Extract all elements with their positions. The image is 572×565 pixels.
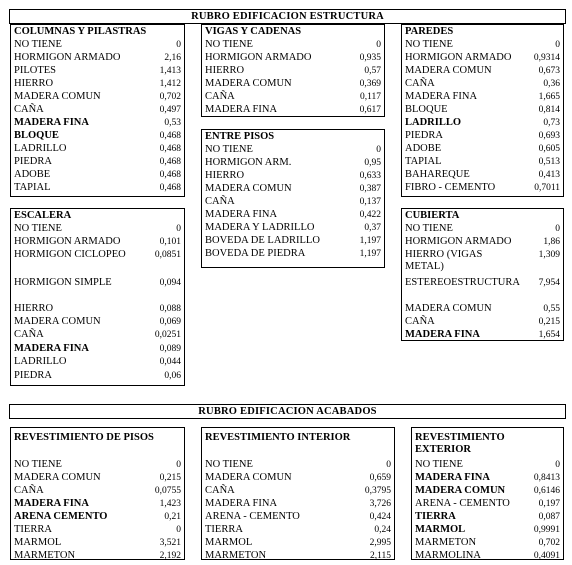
table-row xyxy=(402,130,563,142)
table-row xyxy=(11,485,184,497)
table-row xyxy=(11,550,184,562)
table-row xyxy=(11,472,184,484)
row-value: 0,36 xyxy=(543,79,560,89)
row-label: BLOQUE xyxy=(14,130,59,141)
row-label: MARMOL xyxy=(415,524,466,535)
row-label: HORMIGON SIMPLE xyxy=(14,277,112,288)
row-value: 0 xyxy=(176,460,181,470)
row-value: 1,665 xyxy=(538,92,560,102)
table-row xyxy=(11,130,184,142)
row-label: HORMIGON ARM. xyxy=(205,157,292,168)
row-label: HORMIGON CICLOPEO xyxy=(14,249,126,260)
row-value: 0,468 xyxy=(159,157,181,167)
row-value: 0,55 xyxy=(543,304,560,314)
row-label: MADERA Y LADRILLO xyxy=(205,222,315,233)
paredes-box xyxy=(401,24,564,197)
row-value: 0,73 xyxy=(543,118,560,128)
row-value: 0,197 xyxy=(538,499,560,509)
row-value: 1,197 xyxy=(359,249,381,259)
row-label: CAÑA xyxy=(205,196,235,207)
table-row xyxy=(402,39,563,51)
row-value: 0,513 xyxy=(538,157,560,167)
table-row xyxy=(11,182,184,194)
row-value: 0,57 xyxy=(364,66,381,76)
table-row xyxy=(11,524,184,536)
rev-pisos-title: REVESTIMIENTO DE PISOS xyxy=(14,432,154,443)
row-label: HORMIGON ARMADO xyxy=(14,52,121,63)
row-label: BAHAREQUE xyxy=(405,169,470,180)
table-row xyxy=(202,550,394,562)
row-label: NO TIENE xyxy=(14,39,62,50)
row-value: 1,197 xyxy=(359,236,381,246)
row-label: PIEDRA xyxy=(14,156,52,167)
table-row xyxy=(402,156,563,168)
table-row xyxy=(202,39,384,51)
row-label: CAÑA xyxy=(405,316,435,327)
row-value: 1,86 xyxy=(543,237,560,247)
table-row xyxy=(202,235,384,247)
row-label: HIERRO xyxy=(205,170,245,181)
row-label: BOVEDA DE PIEDRA xyxy=(205,248,306,259)
table-row xyxy=(412,472,563,484)
row-value: 0 xyxy=(555,460,560,470)
row-value: 0,369 xyxy=(359,79,381,89)
table-row xyxy=(11,459,184,471)
row-label: MADERA COMUN xyxy=(415,485,506,496)
table-row xyxy=(202,248,384,260)
table-row xyxy=(11,223,184,235)
row-value: 1,309 xyxy=(538,250,560,260)
table-row xyxy=(11,169,184,181)
table-row xyxy=(11,343,184,355)
row-value: 0,413 xyxy=(538,170,560,180)
row-label: HORMIGON ARMADO xyxy=(405,52,512,63)
acabados-header: RUBRO EDIFICACION ACABADOS xyxy=(9,404,566,419)
row-label: MADERA FINA xyxy=(205,104,278,115)
row-label: MARMOL xyxy=(14,537,62,548)
table-row xyxy=(202,209,384,221)
table-row xyxy=(412,550,563,562)
table-row xyxy=(202,472,394,484)
rev-exterior-title xyxy=(415,432,505,456)
row-value: 1,413 xyxy=(159,66,181,76)
table-row xyxy=(11,117,184,129)
row-value: 0,9314 xyxy=(533,53,560,63)
row-label: MADERA FINA xyxy=(205,498,278,509)
vigas-title: VIGAS Y CADENAS xyxy=(205,26,302,37)
rev-interior-box xyxy=(201,427,395,560)
table-row xyxy=(11,91,184,103)
table-row xyxy=(11,65,184,77)
table-row xyxy=(402,236,563,248)
entrepisos-title: ENTRE PISOS xyxy=(205,131,275,142)
table-row xyxy=(202,498,394,510)
table-row xyxy=(11,356,184,368)
row-label: MADERA COMUN xyxy=(205,472,292,483)
row-value: 0,8413 xyxy=(533,473,560,483)
row-value: 0 xyxy=(376,145,381,155)
row-value: 0,424 xyxy=(369,512,391,522)
row-label: BOVEDA DE LADRILLO xyxy=(205,235,320,246)
table-row xyxy=(11,498,184,510)
row-label: HORMIGON ARMADO xyxy=(14,236,121,247)
row-value: 0,693 xyxy=(538,131,560,141)
table-row xyxy=(202,170,384,182)
cubierta-title: CUBIERTA xyxy=(405,210,460,221)
table-row xyxy=(11,236,184,248)
rev-exterior-title-line1: REVESTIMIENTO xyxy=(415,432,505,443)
table-row xyxy=(11,143,184,155)
escalera-box xyxy=(10,208,185,386)
row-label: CAÑA xyxy=(14,485,44,496)
row-value: 0,468 xyxy=(159,144,181,154)
row-label: MADERA COMUN xyxy=(14,316,101,327)
row-value: 0,422 xyxy=(359,210,381,220)
row-value: 0,387 xyxy=(359,184,381,194)
row-value: 0,9991 xyxy=(533,525,560,535)
row-label: ARENA CEMENTO xyxy=(14,511,108,522)
row-label: ARENA - CEMENTO xyxy=(415,498,510,509)
row-label: FIBRO - CEMENTO xyxy=(405,182,496,193)
row-value: 0,617 xyxy=(359,105,381,115)
table-row xyxy=(11,316,184,328)
table-row xyxy=(202,91,384,103)
row-label: MADERA COMUN xyxy=(14,472,101,483)
rev-exterior-title-line2: EXTERIOR xyxy=(415,444,472,455)
table-row xyxy=(202,485,394,497)
row-label: MARMOLINA xyxy=(415,550,481,561)
row-label: MADERA COMUN xyxy=(14,91,101,102)
row-label: BLOQUE xyxy=(405,104,448,115)
rev-pisos-box xyxy=(10,427,185,560)
row-label: LADRILLO xyxy=(14,143,67,154)
row-value: 0,7011 xyxy=(534,183,560,193)
escalera-title: ESCALERA xyxy=(14,210,72,221)
row-value: 0,468 xyxy=(159,131,181,141)
row-label: LADRILLO xyxy=(405,117,462,128)
row-value: 0,069 xyxy=(159,317,181,327)
table-row xyxy=(202,183,384,195)
row-label: MADERA FINA xyxy=(14,343,89,354)
row-label: MARMETON xyxy=(205,550,267,561)
row-label: ADOBE xyxy=(405,143,442,154)
table-row xyxy=(202,196,384,208)
row-label: MADERA COMUN xyxy=(205,78,292,89)
row-label: HIERRO xyxy=(205,65,245,76)
row-value: 0,215 xyxy=(159,473,181,483)
row-label: MARMOL xyxy=(205,537,253,548)
row-label: HORMIGON ARMADO xyxy=(205,52,312,63)
row-value: 0,497 xyxy=(159,105,181,115)
table-row xyxy=(202,524,394,536)
table-row xyxy=(202,222,384,234)
table-row xyxy=(11,329,184,341)
row-value: 0,659 xyxy=(369,473,391,483)
row-value: 0,088 xyxy=(159,304,181,314)
row-label: TIERRA xyxy=(415,511,456,522)
row-value: 2,16 xyxy=(164,53,181,63)
row-label: MADERA COMUN xyxy=(205,183,292,194)
table-row xyxy=(11,511,184,523)
table-row xyxy=(402,52,563,64)
row-label: CAÑA xyxy=(205,91,235,102)
table-row xyxy=(402,143,563,155)
table-row xyxy=(11,303,184,315)
row-value: 0,605 xyxy=(538,144,560,154)
row-value: 0 xyxy=(176,40,181,50)
row-value: 0 xyxy=(176,525,181,535)
row-value: 0,673 xyxy=(538,66,560,76)
row-value: 0 xyxy=(176,224,181,234)
table-row xyxy=(202,537,394,549)
row-label: ESTEREOESTRUCTURA xyxy=(405,277,520,288)
row-value: 0 xyxy=(376,40,381,50)
row-label: MADERA FINA xyxy=(405,329,480,340)
table-row xyxy=(202,52,384,64)
table-row xyxy=(402,91,563,103)
table-row xyxy=(402,329,563,341)
table-row xyxy=(202,104,384,116)
row-label: MARMETON xyxy=(14,550,76,561)
row-value: 0,21 xyxy=(164,512,181,522)
row-value: 0,0851 xyxy=(154,250,181,260)
row-value: 0,087 xyxy=(538,512,560,522)
row-label: MARMETON xyxy=(415,537,477,548)
row-label: MADERA FINA xyxy=(14,117,89,128)
entrepisos-box xyxy=(201,129,385,268)
row-value: 1,423 xyxy=(159,499,181,509)
row-value: 0,101 xyxy=(159,237,181,247)
row-label: NO TIENE xyxy=(14,223,62,234)
table-row xyxy=(412,511,563,523)
table-row xyxy=(402,182,563,194)
row-label: TAPIAL xyxy=(14,182,51,193)
row-label: MADERA COMUN xyxy=(405,303,492,314)
table-row xyxy=(412,485,563,497)
row-value: 0,117 xyxy=(359,92,381,102)
row-value: 0,3795 xyxy=(364,486,391,496)
row-value: 0,814 xyxy=(538,105,560,115)
table-row xyxy=(11,370,184,382)
table-row xyxy=(412,498,563,510)
vigas-box xyxy=(201,24,385,117)
row-value: 0,094 xyxy=(159,278,181,288)
table-row xyxy=(202,65,384,77)
row-value: 0,95 xyxy=(364,158,381,168)
row-label: MADERA COMUN xyxy=(405,65,492,76)
table-row xyxy=(402,104,563,116)
row-value: 0,935 xyxy=(359,53,381,63)
rev-exterior-box xyxy=(411,427,564,560)
row-label: NO TIENE xyxy=(205,39,253,50)
estructura-header: RUBRO EDIFICACION ESTRUCTURA xyxy=(9,9,566,24)
row-value: 3,726 xyxy=(369,499,391,509)
table-row xyxy=(11,52,184,64)
row-label: ARENA - CEMENTO xyxy=(205,511,300,522)
row-label: ADOBE xyxy=(14,169,51,180)
row-label: MADERA FINA xyxy=(405,91,478,102)
row-label: CAÑA xyxy=(14,329,44,340)
table-row xyxy=(202,157,384,169)
row-label: MADERA FINA xyxy=(205,209,278,220)
row-label: TIERRA xyxy=(205,524,243,535)
table-row xyxy=(402,223,563,235)
row-label: LADRILLO xyxy=(14,356,67,367)
row-label: NO TIENE xyxy=(205,459,253,470)
cubierta-box xyxy=(401,208,564,341)
row-label: CAÑA xyxy=(405,78,435,89)
row-label: PIEDRA xyxy=(405,130,443,141)
row-value: 0,702 xyxy=(159,92,181,102)
row-label: HORMIGON ARMADO xyxy=(405,236,512,247)
table-row xyxy=(402,169,563,181)
table-row xyxy=(402,316,563,328)
row-value: 0 xyxy=(555,40,560,50)
row-value: 1,412 xyxy=(159,79,181,89)
row-value: 0,0755 xyxy=(154,486,181,496)
row-value: 0,06 xyxy=(164,371,181,381)
row-value: 0 xyxy=(386,460,391,470)
row-label: HIERRO xyxy=(14,78,54,89)
columnas-title: COLUMNAS Y PILASTRAS xyxy=(14,26,147,37)
row-value: 0,468 xyxy=(159,170,181,180)
row-value: 0,633 xyxy=(359,171,381,181)
table-row xyxy=(412,459,563,471)
row-label: PILOTES xyxy=(14,65,56,76)
table-row xyxy=(11,277,184,289)
rev-interior-title: REVESTIMIENTO INTERIOR xyxy=(205,432,351,443)
row-value: 2,192 xyxy=(159,551,181,561)
row-label: MADERA FINA xyxy=(415,472,490,483)
row-label: NO TIENE xyxy=(415,459,463,470)
table-row xyxy=(202,459,394,471)
table-row xyxy=(11,249,184,261)
table-row xyxy=(402,65,563,77)
row-label: CAÑA xyxy=(205,485,235,496)
row-value: 0,6146 xyxy=(533,486,560,496)
row-value: 0,53 xyxy=(164,118,181,128)
row-value: 0,24 xyxy=(374,525,391,535)
columnas-box xyxy=(10,24,185,197)
row-value: 0,137 xyxy=(359,197,381,207)
table-row xyxy=(202,78,384,90)
table-row xyxy=(202,144,384,156)
table-row xyxy=(402,117,563,129)
paredes-title: PAREDES xyxy=(405,26,454,37)
table-row xyxy=(402,303,563,315)
table-row xyxy=(202,511,394,523)
table-row xyxy=(11,537,184,549)
table-row xyxy=(11,78,184,90)
row-value: 0,468 xyxy=(159,183,181,193)
row-label: MADERA FINA xyxy=(14,498,89,509)
row-label: TAPIAL xyxy=(405,156,442,167)
row-value: 1,654 xyxy=(538,330,560,340)
row-label: NO TIENE xyxy=(14,459,62,470)
table-row xyxy=(11,156,184,168)
row-label: NO TIENE xyxy=(405,223,453,234)
row-value: 0,089 xyxy=(159,344,181,354)
table-row xyxy=(412,524,563,536)
row-value: 0 xyxy=(555,224,560,234)
row-value: 3,521 xyxy=(159,538,181,548)
table-row xyxy=(412,537,563,549)
row-label: NO TIENE xyxy=(405,39,453,50)
table-row xyxy=(11,39,184,51)
row-value: 0,702 xyxy=(538,538,560,548)
row-value: 2,995 xyxy=(369,538,391,548)
row-value: 7,954 xyxy=(538,278,560,288)
row-label: NO TIENE xyxy=(205,144,253,155)
row-value: 0,37 xyxy=(364,223,381,233)
row-value: 0,0251 xyxy=(154,330,181,340)
row-value: 0,4091 xyxy=(533,551,560,561)
table-row xyxy=(11,104,184,116)
row-value: 0,044 xyxy=(159,357,181,367)
row-value: 2,115 xyxy=(369,551,391,561)
row-label: HIERRO xyxy=(14,303,54,314)
row-label: TIERRA xyxy=(14,524,52,535)
row-value: 0,215 xyxy=(538,317,560,327)
row-label: HIERRO (VIGAS METAL) xyxy=(405,249,483,272)
table-row xyxy=(402,78,563,90)
row-label: CAÑA xyxy=(14,104,44,115)
row-label: PIEDRA xyxy=(14,370,52,381)
